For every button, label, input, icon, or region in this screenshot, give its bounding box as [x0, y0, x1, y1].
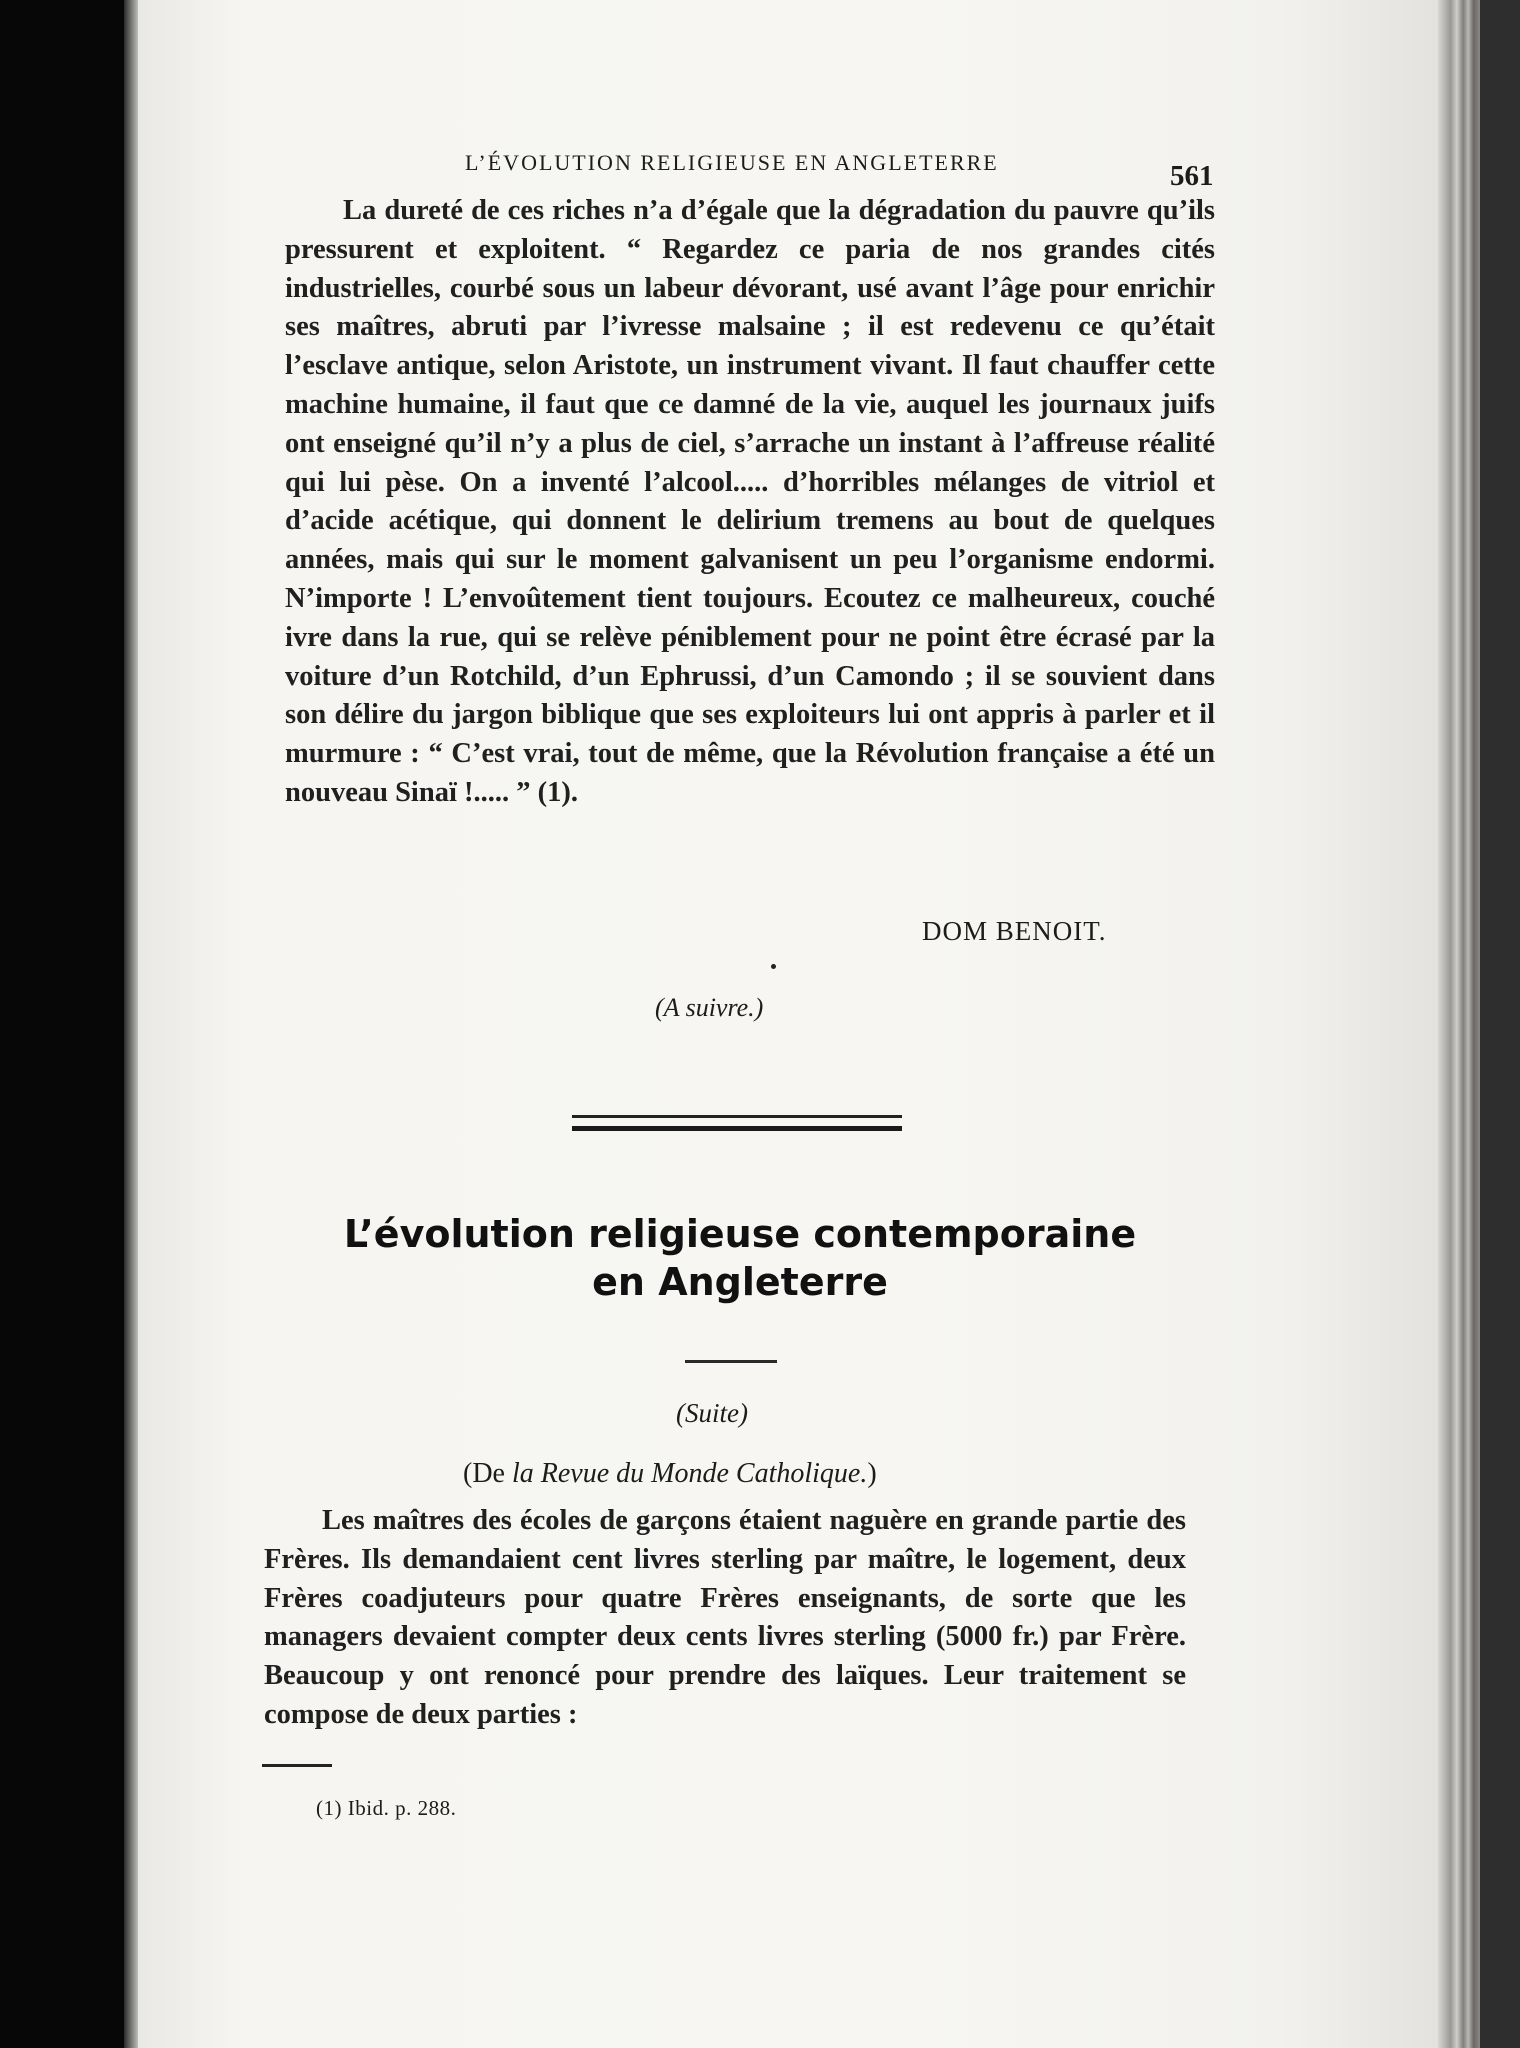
first-article-paragraph	[285, 192, 1215, 813]
page-stack-edge	[1438, 0, 1480, 2048]
page-number: 561	[1170, 160, 1214, 192]
text-line: Les maîtres des écoles de garçons étaient naguère en grande	[322, 1505, 1066, 1536]
source-prefix: (De	[463, 1458, 512, 1489]
stray-dot	[771, 964, 776, 969]
text-line: livres sterling (5000 fr.) par Frère. Beaucoup y ont renoncé pour	[264, 1621, 1186, 1692]
scan-left-border	[0, 0, 124, 2048]
book-gutter	[124, 0, 138, 2048]
article-title-line-1: L’évolution religieuse contemporaine	[343, 1212, 1137, 1256]
continued-label: (Suite)	[676, 1398, 748, 1428]
scan-right-border	[1480, 0, 1520, 2048]
text-line: trument vivant. Il faut chauffer cette machine humaine, il faut	[285, 350, 1215, 420]
text-line: que ce damné de la vie, auquel les journaux juifs ont enseigné qu’il	[285, 388, 1216, 459]
title-rule	[685, 1360, 777, 1363]
source-suffix: )	[867, 1458, 877, 1489]
text-line: ment pour ne point être écrasé par la voiture d’un Rotchild, d’un	[285, 621, 1215, 692]
divider-thin-line	[572, 1115, 902, 1118]
text-line: n’y a plus de ciel, s’arrache un instant à l’affreuse réalité qui lui	[285, 427, 1215, 498]
text-line: un nouveau Sinaï !..... ” (1).	[285, 738, 1215, 808]
paragraph-text	[264, 1502, 1186, 1735]
text-line: seignants, de sorte que les managers devaient compter deux cents	[264, 1582, 1186, 1653]
paragraph-text	[285, 192, 1215, 813]
text-line: pèse. On a inventé l’alcool..... d’horribles mélanges de vitriol et	[385, 466, 1215, 498]
text-line: d’acide acétique, qui donnent le delirium tremens au bout de quel	[285, 505, 1160, 537]
divider-thick-line	[572, 1126, 902, 1131]
text-line: biblique que ses exploiteurs lui ont appris à parler et il murmu	[285, 699, 1215, 770]
text-line: vre qu’ils pressurent et exploitent. “ Regardez ce paria de nos	[285, 195, 1216, 265]
footnote-rule	[262, 1764, 332, 1767]
text-line: Ephrussi, d’un Camondo ; il se souvient dans son délire du jargon	[285, 660, 1215, 731]
running-head: L’ÉVOLUTION RELIGIEUSE EN ANGLETERRE	[465, 150, 999, 175]
text-line: avant l’âge pour enrichir ses maîtres, abruti par l’ivresse malsaine ;	[285, 272, 1215, 343]
text-line: tez ce malheureux, couché ivre dans la rue, qui se relève pénible	[285, 582, 1215, 653]
article-title	[290, 1210, 1190, 1306]
text-line: tre, le logement, deux Frères coadjuteurs pour quatre Frères en	[264, 1543, 1186, 1614]
source-publication: la Revue du Monde Catholique.	[511, 1458, 868, 1489]
text-line: ques années, mais qui sur le moment galvanisent un peu l’orga	[285, 505, 1215, 576]
text-line: re : “ C’est vrai, tout de même, que la Révolution française a été	[376, 738, 1184, 770]
text-line: il est redevenu ce qu’était l’esclave antique, selon Aristote, un ins	[285, 311, 1215, 382]
article-title-line-2: en Angleterre	[592, 1260, 888, 1304]
to-be-continued: (A suivre.)	[655, 993, 764, 1022]
text-line: La dureté de ces riches n’a d’égale que la dégradation du pau	[343, 195, 1100, 226]
text-line: nisme endormi. N’importe ! L’envoûtement tient toujours. Ecou	[285, 544, 1215, 614]
text-line: prendre des laïques. Leur traitement se compose de deux parties :	[264, 1660, 1186, 1730]
text-line: partie des Frères. Ils demandaient cent livres sterling par maî	[264, 1505, 1187, 1575]
section-divider	[572, 1115, 902, 1131]
author-signature: DOM BENOIT.	[922, 916, 1107, 946]
text-line: grandes cités industrielles, courbé sous un labeur dévorant, usé	[285, 233, 1215, 304]
source-line	[463, 1458, 877, 1490]
footnote: (1) Ibid. p. 288.	[316, 1796, 457, 1820]
second-article-paragraph	[264, 1502, 1186, 1735]
